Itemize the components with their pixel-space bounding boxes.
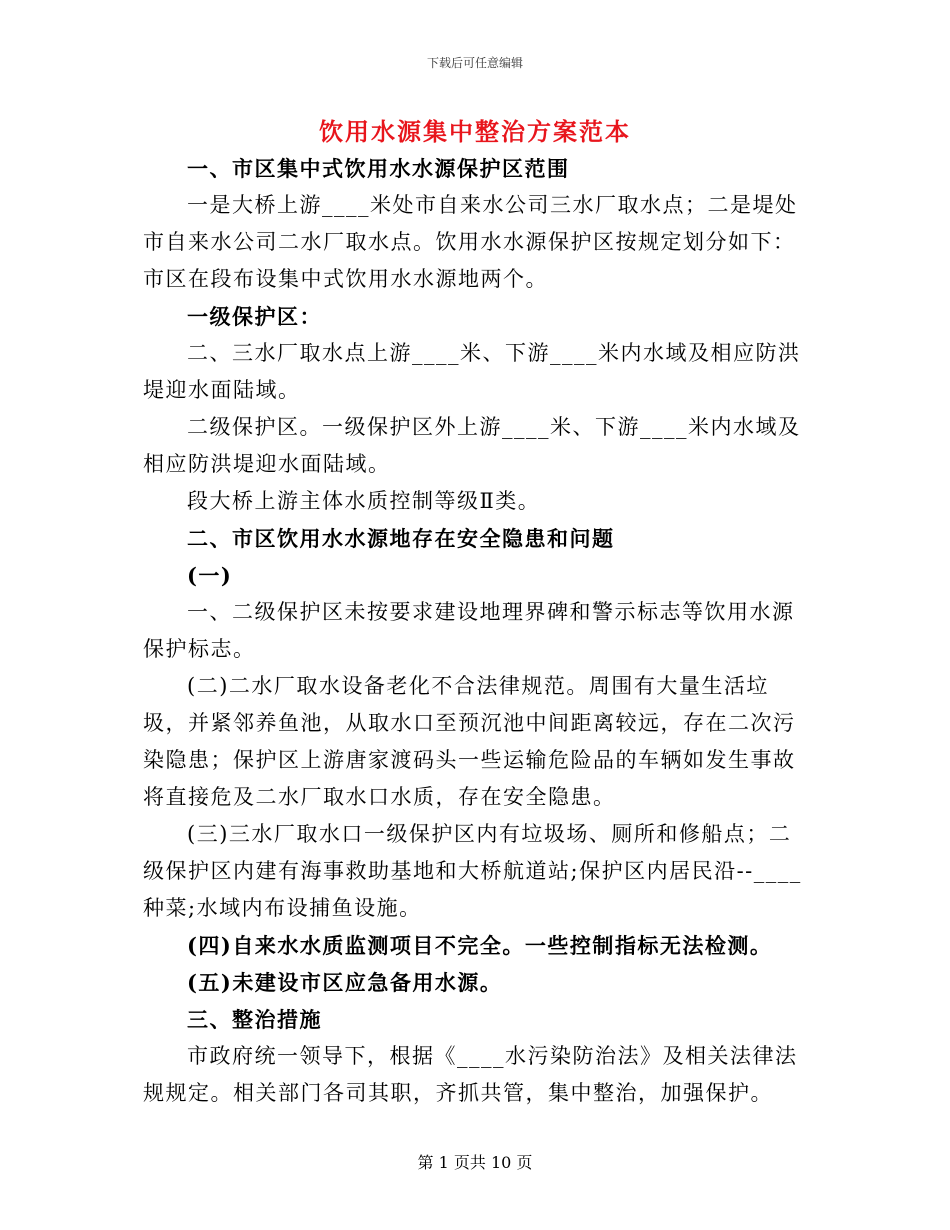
paragraph: (五)未建设市区应急备用水源。 <box>187 970 503 995</box>
paragraph: (三)三水厂取水口一级保护区内有垃圾场、厕所和修船点；二级保护区内建有海事救助基地和大桥航道站;保护区内居民沿--____种菜;水域内布设捕鱼设施。 <box>143 822 802 920</box>
paragraph: 一、二级保护区未按要求建设地理界碑和警示标志等饮用水源保护标志。 <box>143 600 795 661</box>
page-footer: 第 1 页共 10 页 <box>417 1153 533 1172</box>
document-title: 饮用水源集中整治方案范本 <box>319 117 631 146</box>
paragraph: 二、三水厂取水点上游____米、下游____米内水域及相应防洪堤迎水面陆域。 <box>143 341 801 402</box>
paragraph: 市政府统一领导下，根据《____水污染防治法》及相关法律法规规定。相关部门各司其职，齐抓共管，集中整治，加强保护。 <box>143 1044 798 1105</box>
paragraph: 二级保护区。一级保护区外上游____米、下游____米内水域及相应防洪堤迎水面陆域。 <box>143 415 801 476</box>
paragraph: (二)二水厂取水设备老化不合法律规范。周围有大量生活垃圾，并紧邻养鱼池，从取水口至预沉池中间距离较远，存在二次污染隐患；保护区上游唐家渡码头一些运输危险品的车辆如发生事故将直接危及二水厂取水口水质，存在安全隐患。 <box>143 674 796 809</box>
paragraph: 一级保护区： <box>187 304 322 329</box>
paragraph: (四)自来水水质监测项目不完全。一些控制指标无法检测。 <box>187 933 773 958</box>
paragraph: 二、市区饮用水水源地存在安全隐患和问题 <box>187 526 615 551</box>
document-body <box>143 150 808 1112</box>
paragraph: 一是大桥上游____米处市自来水公司三水厂取水点；二是堤处市自来水公司二水厂取水点。饮用水水源保护区按规定划分如下：市区在段布设集中式饮用水水源地两个。 <box>143 193 798 291</box>
paragraph: 三、整治措施 <box>187 1007 322 1032</box>
paragraph: 段大桥上游主体水质控制等级Ⅱ类。 <box>187 489 541 513</box>
paragraph: (一) <box>187 563 233 588</box>
paragraph: 一、市区集中式饮用水水源保护区范围 <box>187 156 570 181</box>
header-note: 下载后可任意编辑 <box>426 56 523 70</box>
